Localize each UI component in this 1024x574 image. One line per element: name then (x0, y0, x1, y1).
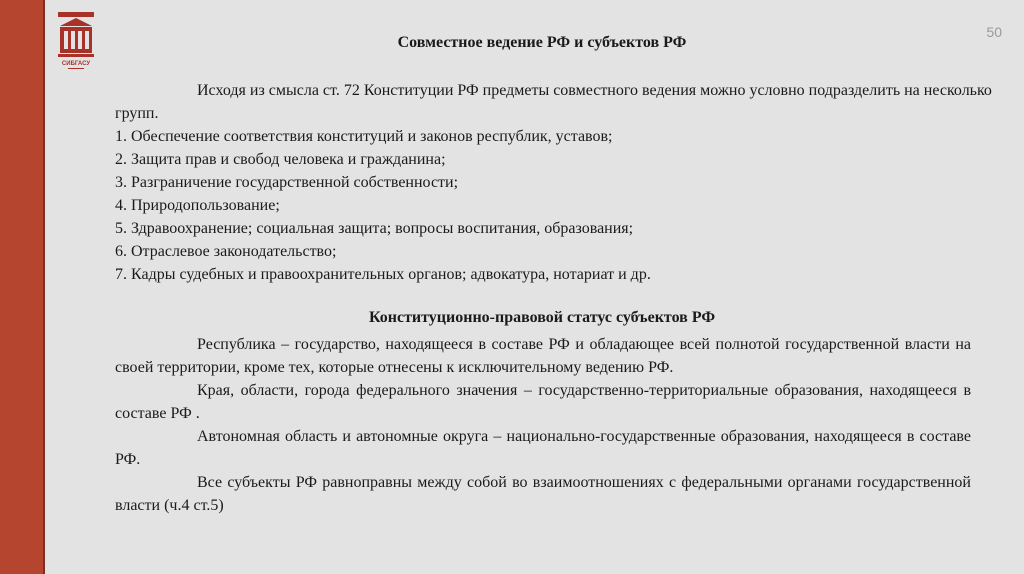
list-item: 5. Здравоохранение; социальная защита; вопросы воспитания, образования; (115, 220, 634, 237)
intro-text: Исходя из смысла ст. 72 Конституции РФ предметы совместного ведения можно условно подразделить на несколько групп. (115, 82, 992, 122)
joint-jurisdiction-list (115, 79, 995, 286)
status-text-block (115, 333, 971, 517)
list-item: 4. Природопользование; (115, 197, 280, 214)
list-item: 6. Отраслевое законодательство; (115, 243, 337, 260)
paragraph: Все субъекты РФ равноправны между собой во взаимоотношениях с федеральными органами государственной власти (ч.4 ст.5) (115, 474, 971, 514)
paragraph: Республика – государство, находящееся в составе РФ и обладающее всей полнотой государственной власти на своей территории, кроме тех, которые отнесены к исключительному ведению РФ. (115, 336, 971, 376)
slide-title: Совместное ведение РФ и субъектов РФ (397, 34, 687, 51)
logo-caption: СИБГАСУ (61, 61, 91, 67)
paragraph: Края, области, города федерального значения – государственно-территориальные образования, находящееся в составе РФ . (115, 382, 971, 422)
list-item: 1. Обеспечение соответствия конституций и законов республик, уставов; (115, 128, 613, 145)
section-title: Конституционно-правовой статус субъектов РФ (368, 309, 716, 326)
page-number: 50 (986, 24, 1002, 40)
list-item: 2. Защита прав и свобод человека и гражданина; (115, 151, 446, 168)
list-item: 7. Кадры судебных и правоохранительных органов; адвокатура, нотариат и др. (115, 266, 651, 283)
paragraph: Автономная область и автономные округа – национально-государственные образования, находящееся в составе РФ. (115, 428, 971, 468)
list-item: 3. Разграничение государственной собственности; (115, 174, 459, 191)
left-accent-bar (0, 0, 45, 574)
